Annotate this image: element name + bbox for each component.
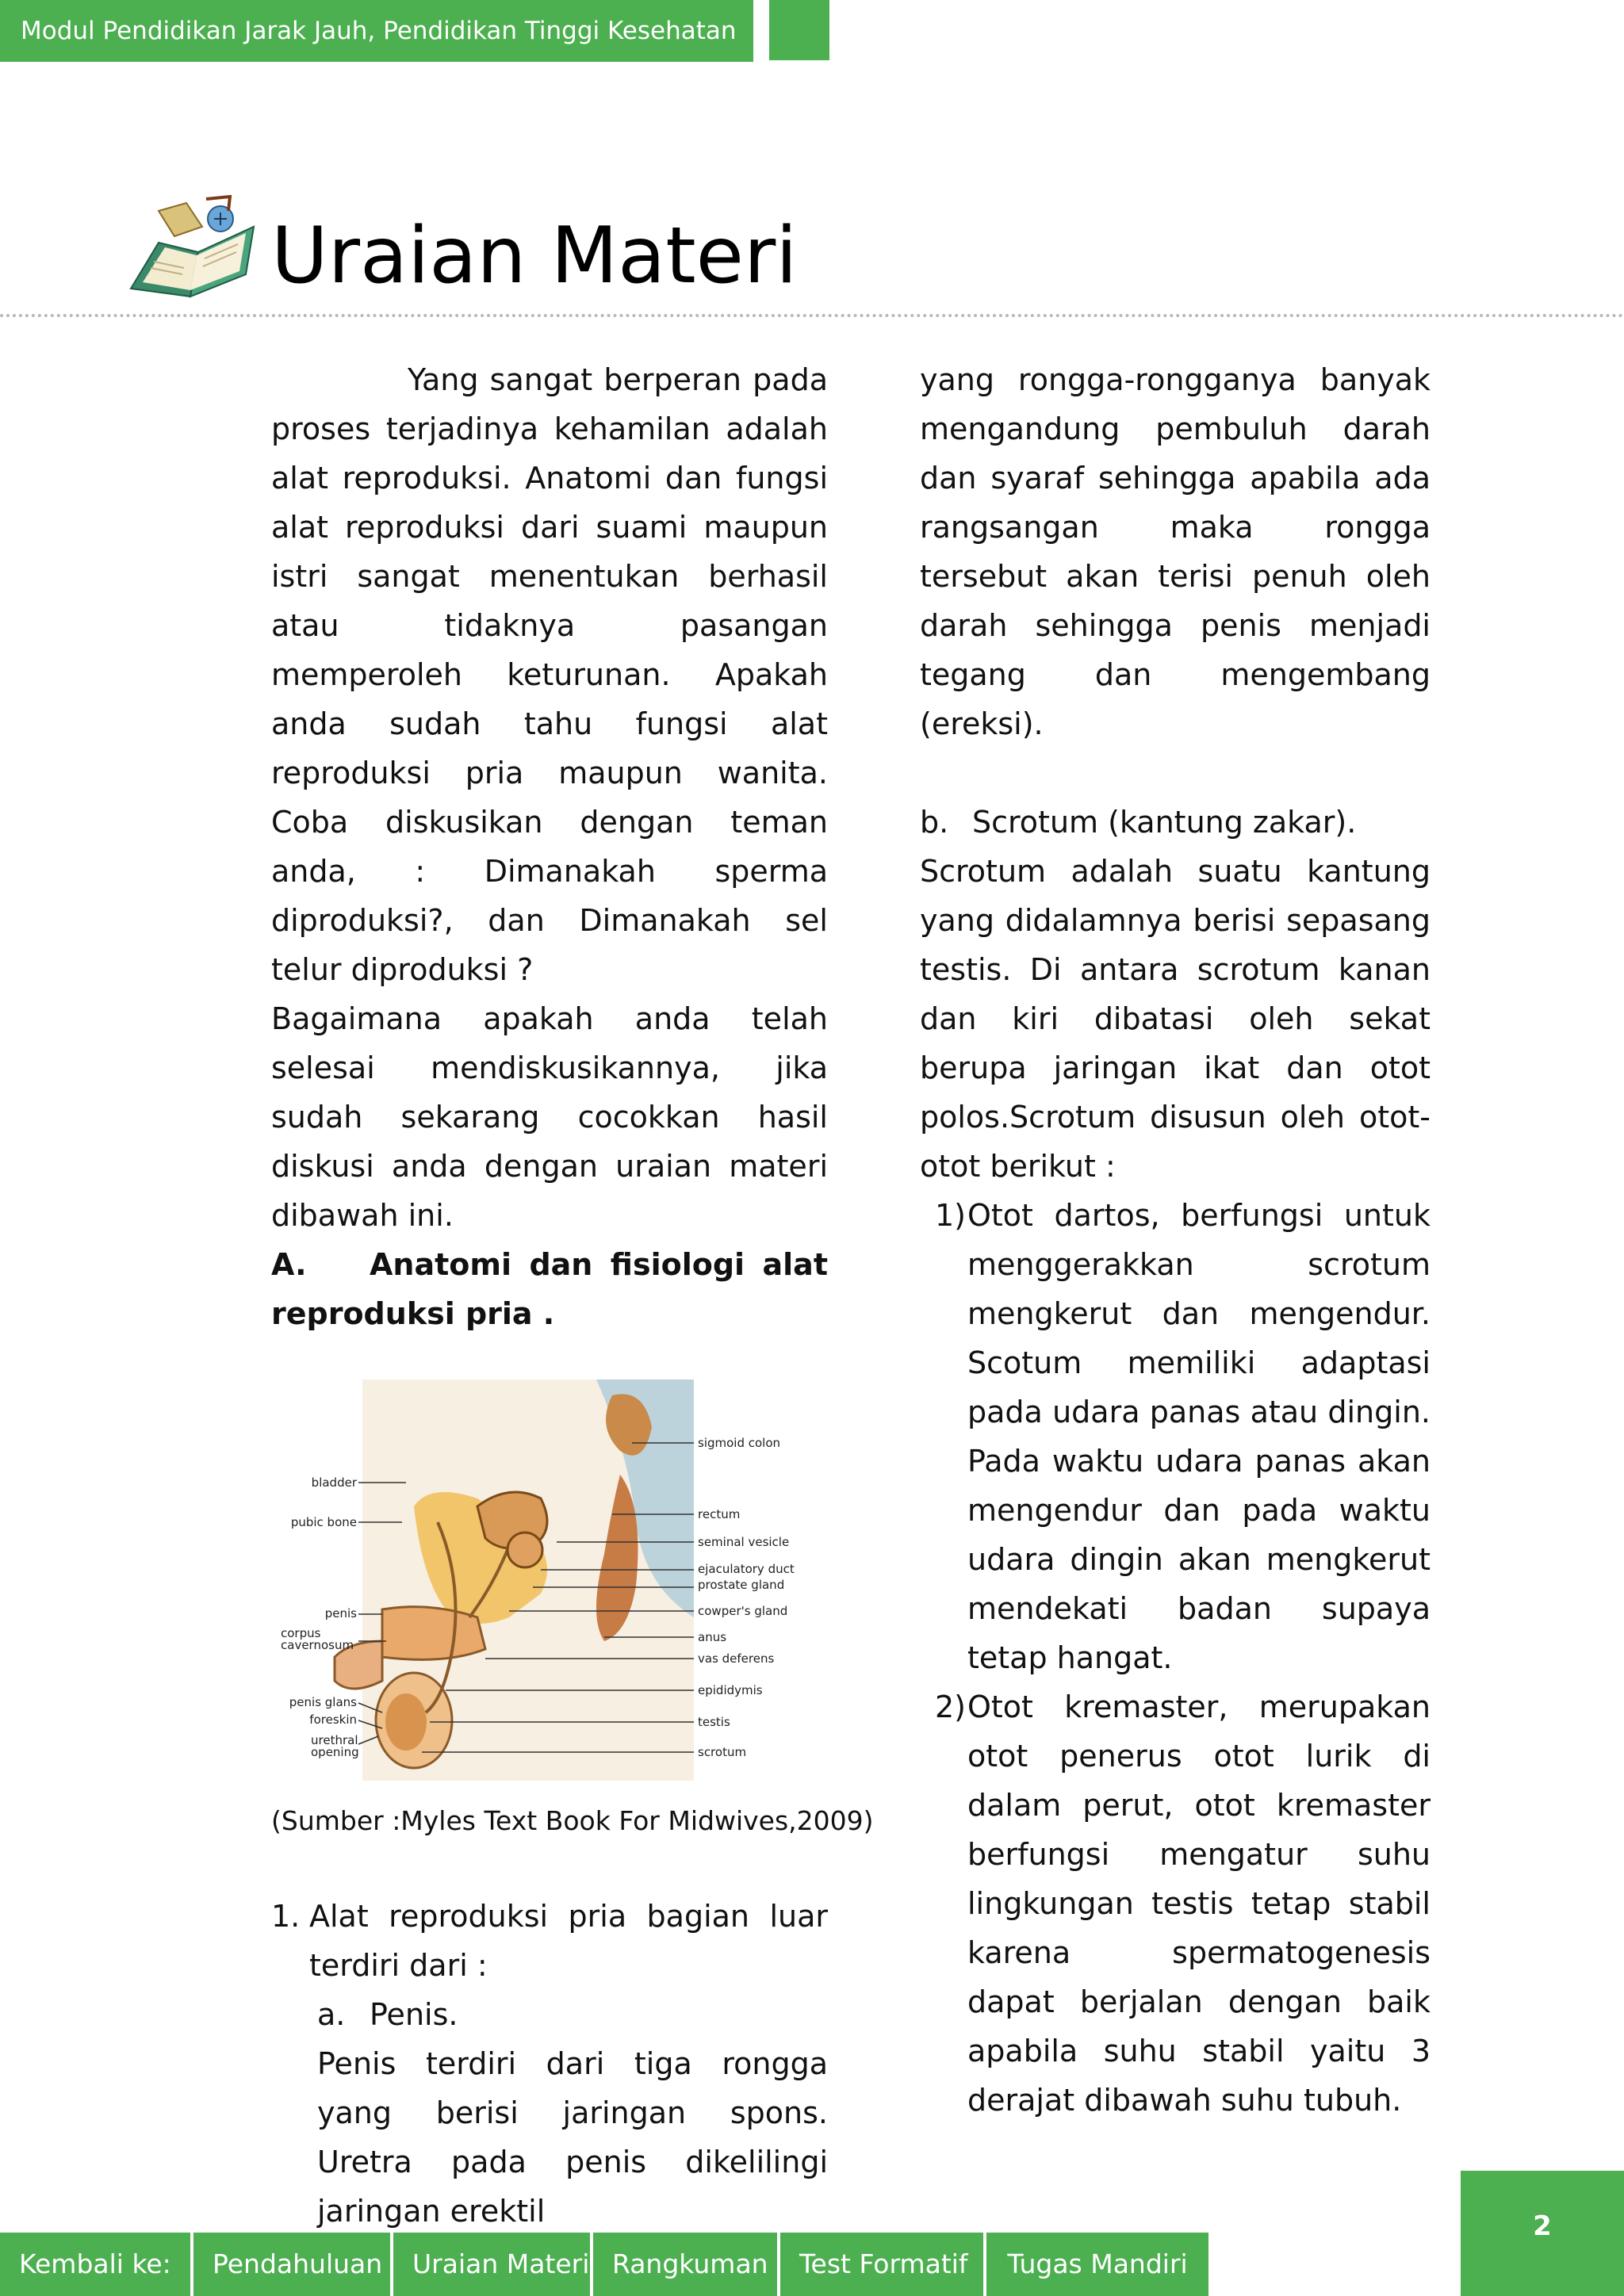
list-number: 1.	[271, 1899, 301, 1934]
discussion-paragraph: Bagaimana apakah anda telah selesai mendiskusikannya, jika sudah sekarang cocokkan hasil diskusi anda dengan uraian materi dibawah ini.	[271, 1001, 828, 1233]
page-number-box	[1461, 2171, 1624, 2296]
male-reproductive-diagram	[271, 1380, 828, 1792]
header-square	[769, 0, 829, 60]
sub-item-penis	[317, 1990, 828, 2236]
sub-item-scrotum	[920, 798, 1431, 847]
footer-back-label: Kembali ke:	[0, 2233, 190, 2296]
sub-item-label: b.	[920, 805, 949, 840]
label-prostate-gland: prostate gland	[698, 1578, 785, 1592]
anatomy-figure	[271, 1380, 828, 1792]
list-number: 1)	[934, 1198, 966, 1233]
section-heading	[271, 1240, 828, 1338]
module-header-bar	[0, 0, 753, 62]
label-opening: opening	[311, 1745, 359, 1759]
label-bladder: bladder	[311, 1475, 357, 1490]
figure-caption: (Sumber :Myles Text Book For Midwives,2009)	[271, 1805, 874, 1836]
label-seminal-vesicle: seminal vesicle	[698, 1535, 790, 1549]
list-item	[920, 1191, 1431, 1682]
label-testis: testis	[698, 1715, 730, 1729]
list-text: Otot kremaster, merupakan otot penerus otot lurik di dalam perut, otot kremaster berfungsi mengatur suhu lingkungan testis tetap stabil karena spermatogenesis dapat berjalan dengan baik apabila suhu stabil yaitu 3 derajat dibawah suhu tubuh.	[967, 1689, 1431, 2118]
continuation-paragraph: yang rongga-rongganya banyak mengandung pembuluh darah dan syaraf sehingga apabila ada rangsangan maka rongga tersebut akan terisi penuh oleh darah sehingga penis menjadi tegang dan mengembang (ereksi).	[920, 362, 1431, 741]
module-title: Modul Pendidikan Jarak Jauh, Pendidikan Tinggi Kesehatan	[21, 17, 737, 45]
list-text: Otot dartos, berfungsi untuk menggerakkan scrotum mengkerut dan mengendur. Scotum memiliki adaptasi pada udara panas atau dingin. Pada waktu udara panas akan mengendur dan pada waktu udara dingin akan mengkerut mendekati badan supaya tetap hangat.	[967, 1198, 1431, 1675]
nav-link-test-formatif[interactable]: Test Formatif	[780, 2233, 983, 2296]
title-divider	[0, 314, 1624, 317]
label-epididymis: epididymis	[698, 1683, 763, 1697]
sub-item-title: Penis.	[370, 1997, 458, 2032]
nav-link-rangkuman[interactable]: Rangkuman	[593, 2233, 777, 2296]
section-title: Anatomi dan fisiologi alat reproduksi pria .	[271, 1247, 828, 1331]
list-item	[271, 1892, 828, 1990]
label-cowpers-gland: cowper's gland	[698, 1604, 788, 1618]
intro-paragraph: Yang sangat berperan pada proses terjadinya kehamilan adalah alat reproduksi. Anatomi dan fungsi alat reproduksi dari suami maupun istri sangat menentukan berhasil atau tidaknya pasangan memperoleh keturunan. Apakah anda sudah tahu fungsi alat reproduksi pria maupun wanita. Coba diskusikan dengan teman anda, : Dimanakah sperma diproduksi?, dan Dimanakah sel telur diproduksi ?	[271, 362, 828, 987]
left-column	[271, 355, 874, 2236]
nav-link-uraian-materi[interactable]: Uraian Materi	[393, 2233, 590, 2296]
label-scrotum: scrotum	[698, 1745, 747, 1759]
nav-link-pendahuluan[interactable]: Pendahuluan	[193, 2233, 390, 2296]
page-title: Uraian Materi	[271, 211, 798, 301]
label-penis-glans: penis glans	[289, 1695, 357, 1709]
list-text: Alat reproduksi pria bagian luar terdiri dari :	[309, 1899, 828, 1983]
scrotum-paragraph: Scrotum adalah suatu kantung yang didalamnya berisi sepasang testis. Di antara scrotum kanan dan kiri dibatasi oleh sekat berupa jaringan ikat dan otot polos.Scrotum disusun oleh otot-otot berikut :	[920, 854, 1431, 1184]
right-column	[920, 355, 1431, 2125]
list-number: 2)	[934, 1689, 966, 1724]
label-foreskin: foreskin	[309, 1712, 357, 1727]
nav-link-tugas-mandiri[interactable]: Tugas Mandiri	[986, 2233, 1208, 2296]
footer-nav	[0, 2233, 1208, 2296]
label-rectum: rectum	[698, 1507, 741, 1521]
label-corpus: corpus	[281, 1626, 321, 1640]
penis-paragraph: Penis terdiri dari tiga rongga yang berisi jaringan spons. Uretra pada penis dikelilingi jaringan erektil	[317, 2046, 828, 2229]
label-vas-deferens: vas deferens	[698, 1651, 775, 1666]
label-sigmoid-colon: sigmoid colon	[698, 1436, 781, 1450]
open-book-icon	[127, 195, 262, 298]
label-urethral: urethral	[311, 1733, 358, 1747]
sub-item-label: a.	[317, 1997, 346, 2032]
list-item	[920, 1682, 1431, 2125]
label-ejaculatory-duct: ejaculatory duct	[698, 1562, 795, 1576]
label-pubic-bone: pubic bone	[290, 1515, 357, 1529]
sub-item-title: Scrotum (kantung zakar).	[972, 805, 1357, 840]
section-label: A.	[271, 1247, 307, 1282]
label-anus: anus	[698, 1630, 727, 1644]
page-number: 2	[1533, 2210, 1552, 2242]
label-penis: penis	[324, 1606, 357, 1621]
label-cavernosum: cavernosum	[281, 1638, 354, 1652]
